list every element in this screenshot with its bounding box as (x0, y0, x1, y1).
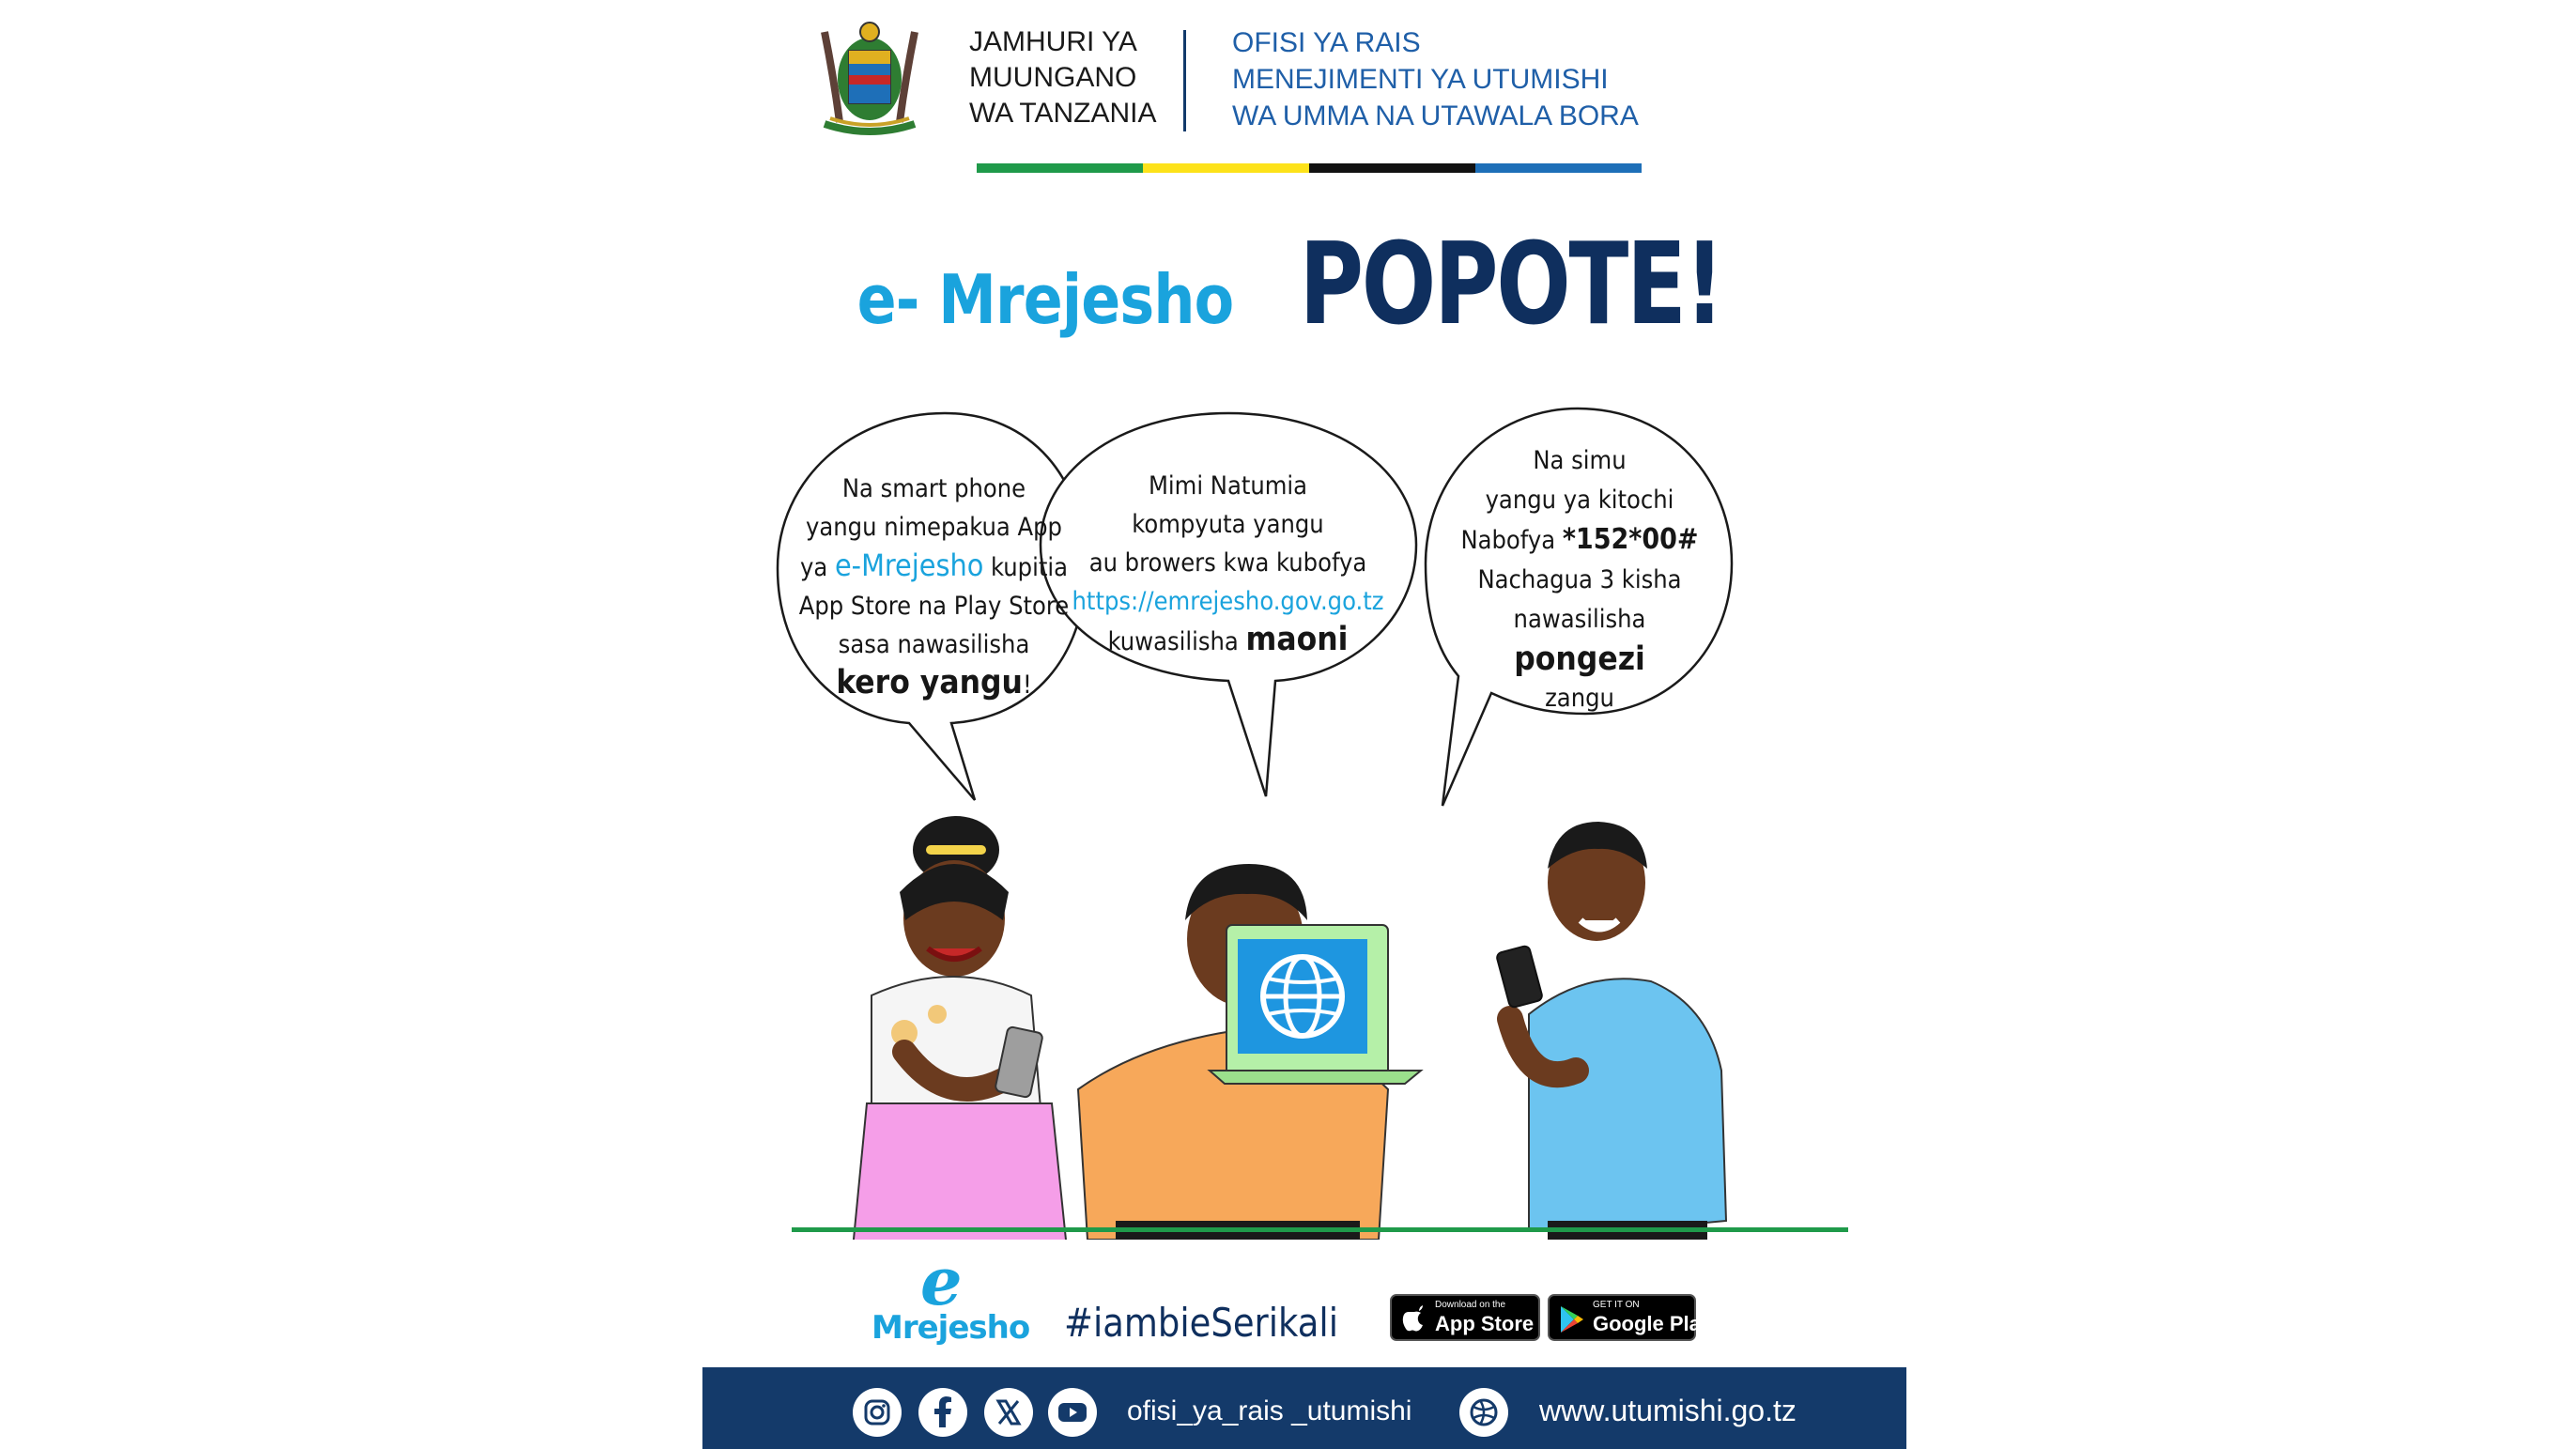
left-line-3 (781, 547, 1087, 587)
middle-line-5-start: kuwasilisha (1107, 627, 1246, 656)
hashtag: #iambieSerikali (1064, 1300, 1338, 1346)
google-play-small-text: GET IT ON (1593, 1300, 1640, 1310)
globe-glyph (1459, 1388, 1508, 1437)
ussd-code: *152*00# (1562, 523, 1699, 556)
footer-bar (702, 1367, 1906, 1449)
right-line-3-start: Nabofya (1460, 526, 1563, 555)
instagram-icon[interactable] (853, 1388, 902, 1437)
google-play-icon (1559, 1305, 1585, 1333)
right-line-1: Na simu (1533, 446, 1627, 475)
flag-color-bar (977, 163, 1642, 173)
speech-text-middle (1042, 467, 1413, 661)
facebook-icon[interactable] (918, 1388, 967, 1437)
poster-title (702, 220, 1906, 350)
left-line-2: yangu nimepakua App (806, 513, 1062, 542)
left-line-6-end: ! (1022, 671, 1032, 700)
left-line-3-end: kupitia (983, 553, 1069, 582)
left-line-5: sasa nawasilisha (838, 630, 1030, 659)
speech-text-right (1439, 441, 1720, 718)
maoni-highlight: maoni (1245, 621, 1349, 658)
office-name: OFISI YA RAIS MENEJIMENTI YA UTUMISHI WA UMMA NA UTAWALA BORA (1232, 27, 1639, 131)
kero-highlight: kero yangu (836, 664, 1023, 701)
apple-icon-shape (1401, 1304, 1427, 1333)
right-line-4: Nachagua 3 kisha (1477, 565, 1682, 594)
right-line-3 (1439, 520, 1720, 561)
man-phone-figure (1496, 822, 1726, 1240)
right-line-5: nawasilisha (1513, 605, 1646, 634)
x-twitter-icon[interactable] (984, 1388, 1033, 1437)
app-store-label: App Store (1435, 1312, 1535, 1335)
youtube-glyph (1048, 1388, 1097, 1437)
middle-line-1: Mimi Natumia (1148, 471, 1308, 501)
right-line-2: yangu ya kitochi (1485, 486, 1674, 515)
ground-line (792, 1227, 1848, 1232)
title-emrejesho: e- Mrejesho (856, 260, 1234, 339)
speech-text-left (781, 470, 1087, 704)
government-name: JAMHURI YA MUUNGANO WA TANZANIA (969, 26, 1157, 129)
emrejesho-logo-word: Mrejesho (872, 1309, 1030, 1347)
instagram-glyph (853, 1388, 902, 1437)
emrejesho-logo-e-icon: e (920, 1242, 963, 1320)
emrejesho-logo (872, 1242, 1041, 1352)
social-handle: ofisi_ya_rais _utumishi (1127, 1395, 1412, 1426)
globe-icon (1459, 1388, 1508, 1437)
middle-line-3: au browers kwa kubofya (1088, 548, 1367, 578)
title-popote: POPOTE! (1299, 220, 1723, 350)
header-divider (1183, 30, 1186, 131)
right-line-7: zangu (1545, 684, 1614, 713)
woman-figure (853, 816, 1067, 1240)
app-store-badge[interactable] (1390, 1294, 1540, 1341)
website-link[interactable]: www.utumishi.go.tz (1539, 1394, 1797, 1427)
left-line-6 (781, 664, 1087, 704)
man-laptop-figure (1078, 864, 1421, 1240)
flag-blue-segment (1475, 163, 1642, 173)
facebook-glyph (918, 1388, 967, 1437)
youtube-icon[interactable] (1048, 1388, 1097, 1437)
flag-black-segment (1309, 163, 1475, 173)
google-play-label: Google Play (1593, 1312, 1713, 1335)
middle-line-2: kompyuta yangu (1132, 510, 1324, 539)
coat-of-arms-icon (806, 13, 933, 137)
app-store-small-text: Download on the (1435, 1300, 1506, 1310)
flag-green-segment (977, 163, 1143, 173)
emrejesho-highlight: e-Mrejesho (834, 547, 984, 583)
pongezi-highlight: pongezi (1514, 640, 1645, 678)
flag-yellow-segment (1143, 163, 1309, 173)
middle-line-5 (1042, 621, 1413, 661)
poster (702, 0, 1906, 1449)
left-line-1: Na smart phone (841, 474, 1026, 503)
left-line-4: App Store na Play Store (798, 592, 1070, 621)
left-line-3-start: ya (799, 553, 835, 582)
x-glyph (984, 1388, 1033, 1437)
google-play-badge[interactable] (1548, 1294, 1713, 1341)
emrejesho-url-link[interactable]: https://emrejesho.gov.go.tz (1072, 587, 1384, 616)
